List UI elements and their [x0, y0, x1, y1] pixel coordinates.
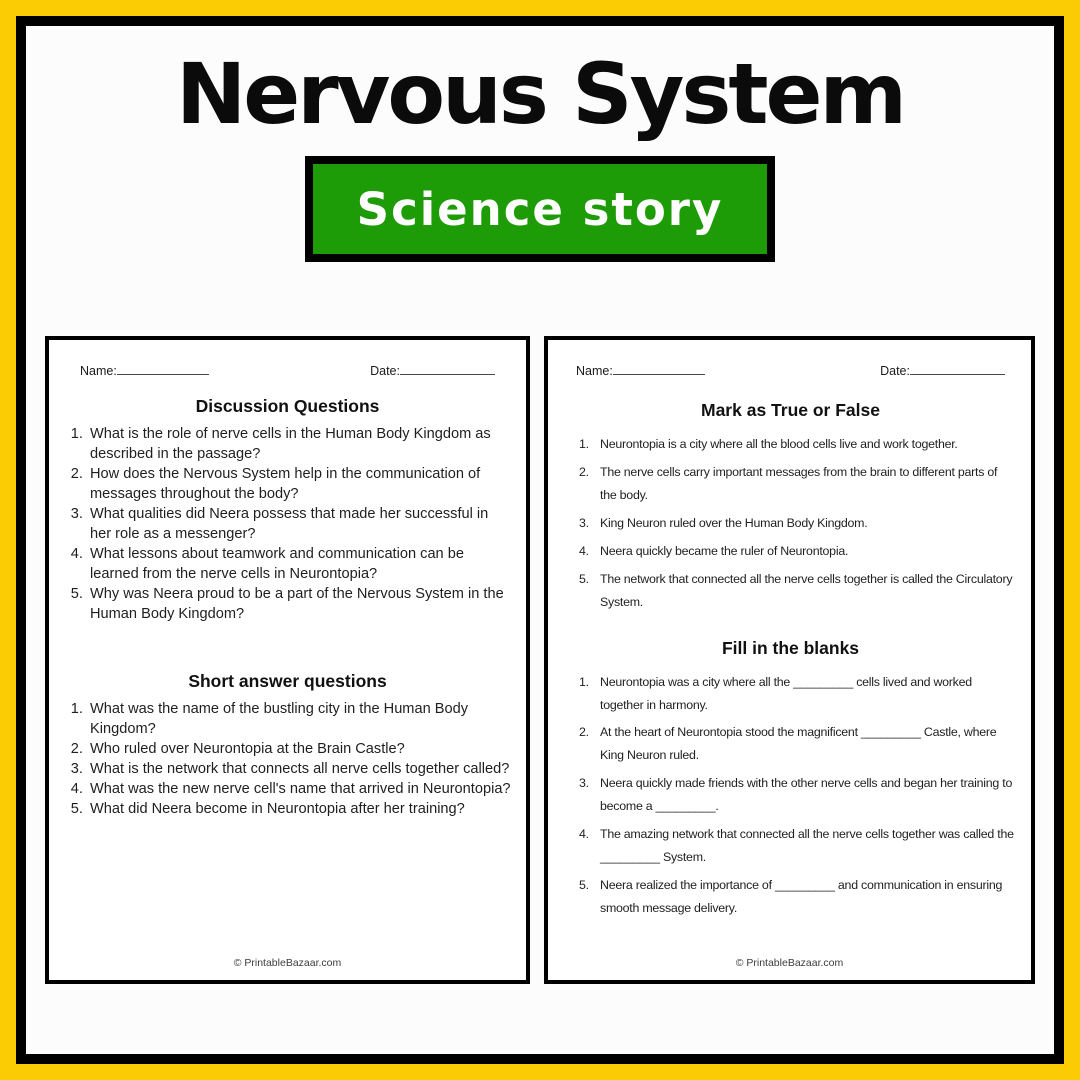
question-item: 4. What lessons about teamwork and communication can be learned from the nerve cells in Neurontopia? — [87, 545, 512, 585]
question-list — [63, 700, 512, 820]
section-heading: Discussion Questions — [195, 396, 380, 416]
date-field — [880, 364, 1005, 378]
question-item: 2. Who ruled over Neurontopia at the Brain Castle? — [87, 740, 512, 760]
question-item: 2. At the heart of Neurontopia stood the magnificent _________ Castle, where King Neuron ruled. — [592, 721, 1015, 767]
question-item: 1. Neurontopia was a city where all the _________ cells lived and worked together in harmony. — [592, 671, 1015, 717]
question-list — [566, 433, 1015, 614]
worksheet-section — [63, 671, 512, 820]
question-item: 3. What is the network that connects all nerve cells together called? — [87, 760, 512, 780]
question-item: 1. What is the role of nerve cells in the Human Body Kingdom as described in the passage? — [87, 425, 512, 465]
subtitle-text: Science story — [356, 182, 724, 236]
worksheet-section — [566, 638, 1015, 920]
question-list — [63, 425, 512, 625]
name-blank-line — [613, 364, 705, 375]
inner-frame — [16, 16, 1064, 1064]
worksheet-pages-row — [45, 336, 1035, 984]
date-label: Date: — [880, 364, 910, 378]
section-heading: Mark as True or False — [701, 400, 880, 420]
question-item: 1. What was the name of the bustling city in the Human Body Kingdom? — [87, 700, 512, 740]
worksheet-page-right — [544, 336, 1035, 984]
question-item: 3. Neera quickly made friends with the other nerve cells and began her training to become a _________. — [592, 772, 1015, 818]
question-item: 5. Neera realized the importance of _________ and communication in ensuring smooth message delivery. — [592, 874, 1015, 920]
question-item: 3. What qualities did Neera possess that made her successful in her role as a messenger? — [87, 505, 512, 545]
sections-container — [566, 400, 1015, 920]
question-item: 5. The network that connected all the nerve cells together is called the Circulatory System. — [592, 568, 1015, 614]
question-list — [566, 671, 1015, 920]
name-label: Name: — [576, 364, 613, 378]
question-item: 3. King Neuron ruled over the Human Body Kingdom. — [592, 512, 1015, 535]
question-item: 4. What was the new nerve cell's name that arrived in Neurontopia? — [87, 780, 512, 800]
name-field — [80, 364, 209, 378]
worksheet-section — [566, 400, 1015, 614]
question-item: 5. What did Neera become in Neurontopia after her training? — [87, 800, 512, 820]
date-field — [370, 364, 495, 378]
date-label: Date: — [370, 364, 400, 378]
page-title: Nervous System — [175, 45, 905, 143]
question-item: 4. Neera quickly became the ruler of Neurontopia. — [592, 540, 1015, 563]
question-item: 2. The nerve cells carry important messages from the brain to different parts of the body. — [592, 461, 1015, 507]
question-item: 4. The amazing network that connected all the nerve cells together was called the _________ System. — [592, 823, 1015, 869]
meta-row — [566, 364, 1015, 378]
subtitle-banner — [305, 156, 775, 262]
name-field — [576, 364, 705, 378]
worksheet-page-left — [45, 336, 530, 984]
copyright-footer: © PrintableBazaar.com — [233, 957, 342, 969]
date-blank-line — [910, 364, 1005, 375]
question-item: 5. Why was Neera proud to be a part of the Nervous System in the Human Body Kingdom? — [87, 585, 512, 625]
question-item: 1. Neurontopia is a city where all the blood cells live and work together. — [592, 433, 1015, 456]
section-heading: Short answer questions — [188, 670, 387, 691]
worksheet-section — [63, 396, 512, 625]
question-item: 2. How does the Nervous System help in the communication of messages throughout the body? — [87, 465, 512, 505]
name-label: Name: — [80, 364, 117, 378]
section-heading: Fill in the blanks — [721, 637, 860, 658]
meta-row — [63, 364, 512, 378]
name-blank-line — [117, 364, 209, 375]
sections-container — [63, 396, 512, 820]
copyright-footer: © PrintableBazaar.com — [735, 957, 844, 969]
date-blank-line — [400, 364, 495, 375]
